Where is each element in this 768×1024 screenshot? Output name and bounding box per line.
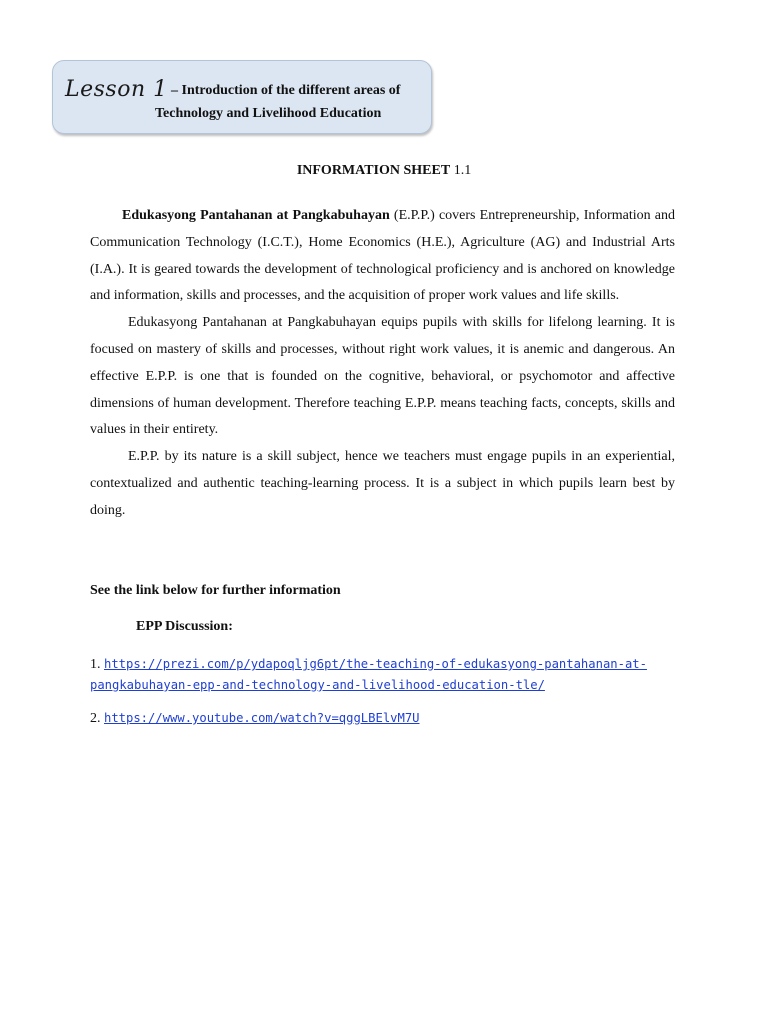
youtube-link[interactable]: https://www.youtube.com/watch?v=qggLBElvM7U [104,711,420,725]
information-body [90,203,675,525]
link-item-2 [90,708,690,729]
paragraph-1-text: (E.P.P.) covers Entrepreneurship, Information and Communication Technology (I.C.T.), Home Economics (H.E.), Agriculture (AG) and Industrial Arts (I.A.). It is geared towards the development of technological proficiency and is anchored on knowledge and information, skills and processes, and the acquisition of proper work values and life skills. [90,208,675,304]
information-sheet-number: 1.1 [453,163,472,178]
link-item-1 [90,654,690,696]
lesson-title-line1: – Introduction of the different areas of [171,83,401,98]
epp-discussion-label: EPP Discussion: [136,619,233,634]
further-info-heading: See the link below for further information [90,583,341,598]
information-sheet-label: INFORMATION SHEET [296,163,451,178]
paragraph-2: Edukasyong Pantahanan at Pangkabuhayan equips pupils with skills for lifelong learning. It is focused on mastery of skills and processes, without right work values, it is anemic and dangerous. An effective E.P.P. is one that is founded on the cognitive, behavioral, or psychomotor and affective dimensions of human development. Therefore teaching E.P.P. means teaching facts, concepts, skills and values in their entirety. [90,315,675,438]
information-sheet-title [0,163,768,179]
paragraph-1-lead: Edukasyong Pantahanan at Pangkabuhayan [122,208,390,223]
paragraph-3: E.P.P. by its nature is a skill subject, hence we teachers must engage pupils in an experiential, contextualized and authentic teaching-learning process. It is a subject in which pupils learn best by doing. [90,449,675,518]
link-2-number: 2. [90,711,104,726]
link-1-number: 1. [90,657,104,672]
lesson-title-line2: Technology and Livelihood Education [155,106,382,121]
prezi-link[interactable]: https://prezi.com/p/ydapoqljg6pt/the-teaching-of-edukasyong-pantahanan-at-pangkabuhayan-epp-and-technology-and-livelihood-education-tle/ [90,657,647,692]
lesson-label: Lesson 1 [65,77,168,102]
lesson-header-box [52,60,432,134]
paragraph-1 [90,203,675,310]
